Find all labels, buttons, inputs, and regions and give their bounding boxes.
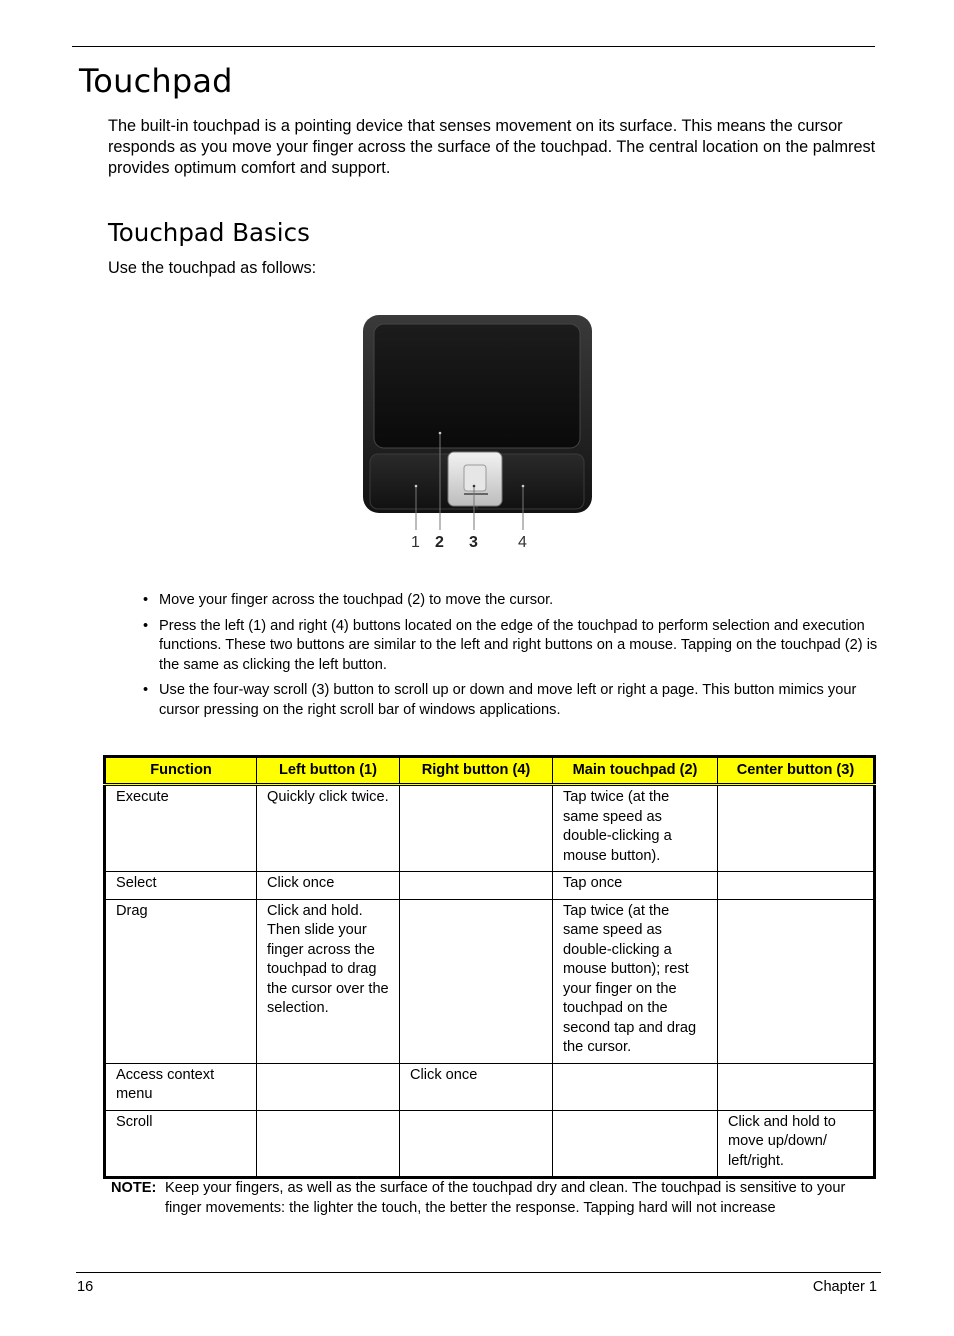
table-cell: Click and hold. Then slide your finger across the touchpad to drag the cursor over the selection.: [257, 899, 400, 1063]
callout-2: 2: [435, 534, 444, 551]
table-cell: [553, 1110, 718, 1178]
touchpad-functions-table: [103, 755, 876, 1179]
table-row: [105, 1063, 875, 1110]
touchpad-illustration: [360, 310, 600, 560]
table-cell: Tap twice (at the same speed as double-clicking a mouse button); rest your finger on the touchpad on the second tap and drag the cursor.: [553, 899, 718, 1063]
table-cell: Click once: [400, 1063, 553, 1110]
touchpad-surface: [374, 324, 580, 448]
table-cell: Tap once: [553, 872, 718, 900]
page-title: Touchpad: [79, 62, 233, 100]
column-header: Center button (3): [718, 757, 875, 785]
header-rule: [72, 46, 875, 47]
table-cell: [718, 899, 875, 1063]
table-cell: [400, 1110, 553, 1178]
column-header: Right button (4): [400, 757, 553, 785]
note-label: NOTE:: [111, 1180, 157, 1196]
table-row: [105, 899, 875, 1063]
table-cell: Click once: [257, 872, 400, 900]
table-cell: Click and hold to move up/down/ left/right.: [718, 1110, 875, 1178]
table-cell: [553, 1063, 718, 1110]
table-cell: Execute: [105, 785, 257, 872]
bullet-list: [143, 591, 878, 727]
list-item: • Use the four-way scroll (3) button to scroll up or down and move left or right a page. This button mimics your cursor pressing on the right scroll bar of windows applications.: [143, 682, 857, 718]
table-cell: [718, 785, 875, 872]
table-cell: Tap twice (at the same speed as double-clicking a mouse button).: [553, 785, 718, 872]
intro-paragraph: The built-in touchpad is a pointing device that senses movement on its surface. This means the cursor responds as you move your finger across the surface of the touchpad. The central location on the palmrest provides optimum comfort and support.: [108, 117, 876, 177]
column-header: Function: [105, 757, 257, 785]
section-title: Touchpad Basics: [108, 218, 310, 247]
note-text: Keep your fingers, as well as the surface of the touchpad dry and clean. The touchpad is sensitive to your finger movements: the lighter the touch, the better the response. Tapping hard will not increase: [165, 1180, 846, 1216]
table-cell: Select: [105, 872, 257, 900]
column-header: Main touchpad (2): [553, 757, 718, 785]
callout-4: 4: [518, 534, 527, 551]
table-cell: Scroll: [105, 1110, 257, 1178]
table-cell: [400, 899, 553, 1063]
page-number: 16: [77, 1279, 94, 1295]
table-header-row: [105, 757, 875, 785]
table-cell: [718, 872, 875, 900]
column-header: Left button (1): [257, 757, 400, 785]
footer-rule: [76, 1272, 881, 1273]
table-cell: [257, 1063, 400, 1110]
table-cell: Quickly click twice.: [257, 785, 400, 872]
table-row: [105, 1110, 875, 1178]
table-cell: [718, 1063, 875, 1110]
callout-1: 1: [411, 534, 420, 551]
note-block: [111, 1178, 877, 1218]
touchpad-figure: [360, 310, 600, 560]
chapter-label: Chapter 1: [812, 1279, 877, 1295]
list-item: • Move your finger across the touchpad (2) to move the cursor.: [143, 592, 554, 608]
lead-text: Use the touchpad as follows:: [108, 259, 317, 277]
callout-3: 3: [469, 534, 478, 551]
table-row: [105, 785, 875, 872]
table-cell: Drag: [105, 899, 257, 1063]
table-row: [105, 872, 875, 900]
table-cell: [257, 1110, 400, 1178]
table-cell: [400, 872, 553, 900]
table-cell: [400, 785, 553, 872]
table-cell: Access context menu: [105, 1063, 257, 1110]
list-item: • Press the left (1) and right (4) buttons located on the edge of the touchpad to perform selection and execution functions. These two buttons are similar to the left and right buttons on a mouse. Tapping on the touchpad (2) is the same as clicking the left button.: [143, 617, 878, 673]
